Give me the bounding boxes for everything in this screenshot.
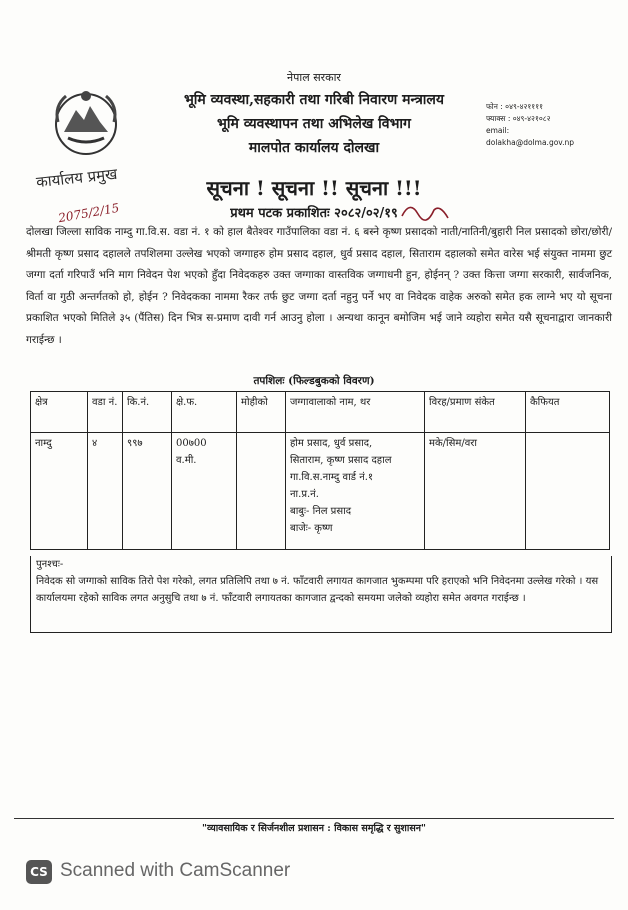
cell-size-unit: व.मी. [176, 455, 197, 466]
department-name: भूमि व्यवस्थापन तथा अभिलेख विभाग [217, 116, 411, 132]
footer-divider [14, 818, 614, 819]
camscanner-logo-icon: CS [26, 860, 52, 884]
fieldbook-table [30, 391, 610, 550]
notice-body: दोलखा जिल्ला साविक नाम्दु गा.वि.स. वडा नं. १ को हाल बैतेश्वर गाउँपालिका वडा नं. ६ बस्ने कृष्ण प्रसादको नाती/नातिनी/बुहारी निल प्रसादको छोरा/छोरी/श्रीमती कृष्ण प्रसाद दहालले तपशिलमा उल्लेख भएको जग्गाहरु होम प्रसाद दहाल, धुर्व प्रसाद दहाल, सिताराम दहालको समेत वारेस भई संयुक्त नाममा छुट जग्गा दर्ता गरिपाउँ भनि माग निवेदन पेश भएको हुँदा निवेदकहरु उक्त जग्गाका वास्तविक जग्गाधनी हुन, होईनन् ? उक्त कित्ता जग्गा सरकारी, सार्वजनिक, विर्ता वा गुठी अन्तर्गतको हो, होईन ? निवेदकका नाममा रैकर तर्फ छुट जग्गा दर्ता नहुनु पर्ने भए वा निवेदक वाहेक अरुको समेत हक लाग्ने भए यो सूचना प्रकाशित भएको मितिले ३५ (पैंतिस) दिन भित्र स-प्रमाण दावी गर्न आउनु होला । अन्यथा कानून बमोजिम भई जाने व्यहोरा समेत यसै सूचनाद्वारा जानकारी गराईन्छ । [26, 226, 612, 346]
office-name: मालपोत कार्यालय दोलखा [248, 140, 380, 156]
col-size: क्षे.फ. [172, 392, 237, 433]
cell-tenant [237, 433, 286, 550]
camscanner-watermark: Scanned with CamScanner [60, 860, 291, 881]
col-proof: विरह/प्रमाण संकेत [425, 392, 526, 433]
cell-area: नाम्दु [31, 433, 88, 550]
contact-email: dolakha@dolma.gov.np [486, 138, 575, 147]
footer-slogan: "व्यावसायिक र सिर्जनशील प्रशासन : विकास समृद्धि र सुशासन" [202, 823, 426, 834]
handwritten-signature: 2075/2/15 [57, 200, 121, 226]
col-tenant: मोहीको [237, 392, 286, 433]
col-area: क्षेत्र [31, 392, 88, 433]
postscript-label: पुनश्चः- [36, 559, 64, 570]
cell-size [172, 433, 237, 550]
office-chief-stamp: कार्यालय प्रमुख [35, 164, 119, 192]
contact-fax: फ्याक्स : ०४९-४२१०८२ [486, 114, 551, 123]
col-ward: वडा नं. [88, 392, 123, 433]
contact-phone: फोन : ०४९-४२११११ [486, 102, 543, 111]
cell-ward: ४ [88, 433, 123, 550]
owner-line: ना.प्र.नं. [290, 489, 319, 500]
table-header-row [31, 392, 610, 433]
cell-remarks [526, 433, 610, 550]
owner-line: बाजेः- कृष्ण [290, 523, 333, 534]
postscript-box [30, 556, 612, 633]
table-caption: तपशिलः (फिल्डबुकको विवरण) [253, 375, 375, 387]
table-row [31, 433, 610, 550]
col-owner: जग्गावालाको नाम, थर [286, 392, 425, 433]
col-remarks: कैफियत [526, 392, 610, 433]
owner-line: होम प्रसाद, धुर्व प्रसाद, [290, 438, 373, 449]
cell-proof: मके/सिम/वरा [425, 433, 526, 550]
col-kitta: कि.नं. [123, 392, 172, 433]
cell-size-value: 00७00 [176, 438, 207, 449]
government-name: नेपाल सरकार [287, 71, 341, 84]
ministry-name: भूमि व्यवस्था,सहकारी तथा गरिबी निवारण मन्त्रालय [183, 92, 445, 108]
notice-title: सूचना ! सूचना !! सूचना !!! [206, 176, 422, 200]
cell-kitta: ९९७ [123, 433, 172, 550]
contact-email-label: email: [486, 126, 510, 135]
owner-line: सिताराम, कृष्ण प्रसाद दहाल [290, 455, 392, 466]
owner-line: बाबुः- निल प्रसाद [290, 506, 352, 517]
cell-owner [286, 433, 425, 550]
owner-line: गा.वि.स.नाम्दु वार्ड नं.१ [290, 472, 374, 483]
publication-date: प्रथम पटक प्रकाशितः २०८२/०२/१९ [230, 206, 398, 221]
postscript-text: निवेदक सो जग्गाको साविक तिरो पेश गरेको, लगत प्रतिलिपि तथा ७ नं. फाँटवारी लगायत कागजात भुकम्पमा परि हराएको भनि निवेदनमा उल्लेख गरेको । यस कार्यालयमा रहेको साविक लगत अनुसुचि तथा ७ नं. फाँटवारी लगायतका कागजात द्वन्दको समयमा जलेको व्यहोरा समेत अवगत गराईन्छ । [36, 576, 599, 604]
